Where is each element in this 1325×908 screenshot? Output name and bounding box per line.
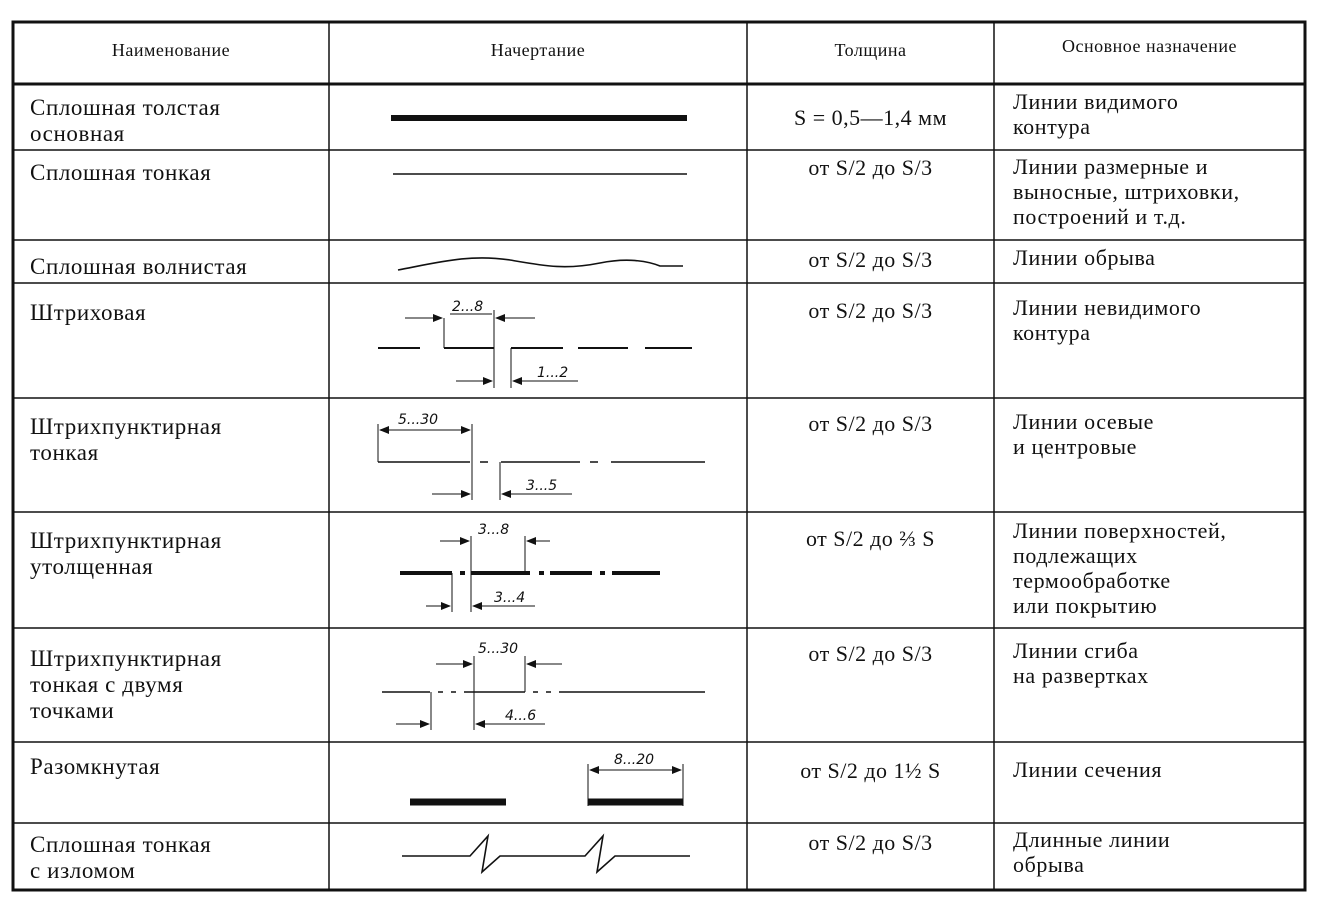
line-thickness: от S/2 до S/3 xyxy=(808,298,933,323)
line-thickness: от S/2 до S/3 xyxy=(808,411,933,436)
header-drawing: Начертание xyxy=(490,40,586,60)
line-purpose: Длинные линии обрыва xyxy=(1013,827,1171,877)
line-name: Штрихпунктирная утолщенная xyxy=(30,528,222,579)
line-name: Сплошная волнистая xyxy=(30,254,248,279)
dim-label: 2...8 xyxy=(452,299,484,315)
line-name: Штрихпунктирная тонкая xyxy=(30,414,222,465)
line-purpose: Линии сечения xyxy=(1013,757,1163,782)
line-purpose: Линии поверхностей, подлежащих термообработке или покрытию xyxy=(1013,518,1227,618)
line-thickness: от S/2 до 1½ S xyxy=(800,758,941,783)
line-thickness: S = 0,5—1,4 мм xyxy=(794,105,947,130)
line-name: Сплошная тонкая с изломом xyxy=(30,832,212,883)
line-thickness: от S/2 до ⅔ S xyxy=(805,526,936,551)
dim-label: 5...30 xyxy=(478,641,519,657)
line-name: Штрихпунктирная тонкая с двумя точками xyxy=(30,646,222,723)
sample-open-line xyxy=(410,764,683,806)
dim-label: 8...20 xyxy=(614,752,655,768)
sample-dash-dot-dot xyxy=(382,656,705,730)
line-name: Сплошная толстая основная xyxy=(30,95,221,146)
sample-solid-break xyxy=(402,836,690,872)
line-name: Штриховая xyxy=(30,300,147,325)
line-purpose: Линии видимого контура xyxy=(1013,89,1179,139)
line-purpose: Линии размерные и выносные, штриховки, построений и т.д. xyxy=(1013,154,1240,229)
sample-dashed xyxy=(378,310,692,388)
line-name: Сплошная тонкая xyxy=(30,160,212,185)
line-thickness: от S/2 до S/3 xyxy=(808,247,933,272)
dim-label: 3...5 xyxy=(526,478,558,494)
sample-dash-dot-thick xyxy=(400,536,660,612)
dim-label: 4...6 xyxy=(505,708,537,724)
sample-solid-wavy xyxy=(398,258,683,270)
line-name: Разомкнутая xyxy=(30,754,161,779)
header-thickness: Толщина xyxy=(834,40,907,60)
line-thickness: от S/2 до S/3 xyxy=(808,155,933,180)
line-purpose: Линии невидимого контура xyxy=(1013,295,1202,345)
dim-label: 3...8 xyxy=(478,522,510,538)
line-purpose: Линии осевые и центровые xyxy=(1013,409,1154,459)
dim-label: 1...2 xyxy=(537,365,569,381)
line-purpose: Линии обрыва xyxy=(1013,245,1156,270)
dim-label: 5...30 xyxy=(398,412,439,428)
line-purpose: Линии сгиба на развертках xyxy=(1013,638,1149,688)
header-purpose: Основное назначение xyxy=(1062,36,1237,56)
line-thickness: от S/2 до S/3 xyxy=(808,641,933,666)
line-thickness: от S/2 до S/3 xyxy=(808,830,933,855)
dim-label: 3...4 xyxy=(494,590,526,606)
header-name: Наименование xyxy=(111,40,231,60)
